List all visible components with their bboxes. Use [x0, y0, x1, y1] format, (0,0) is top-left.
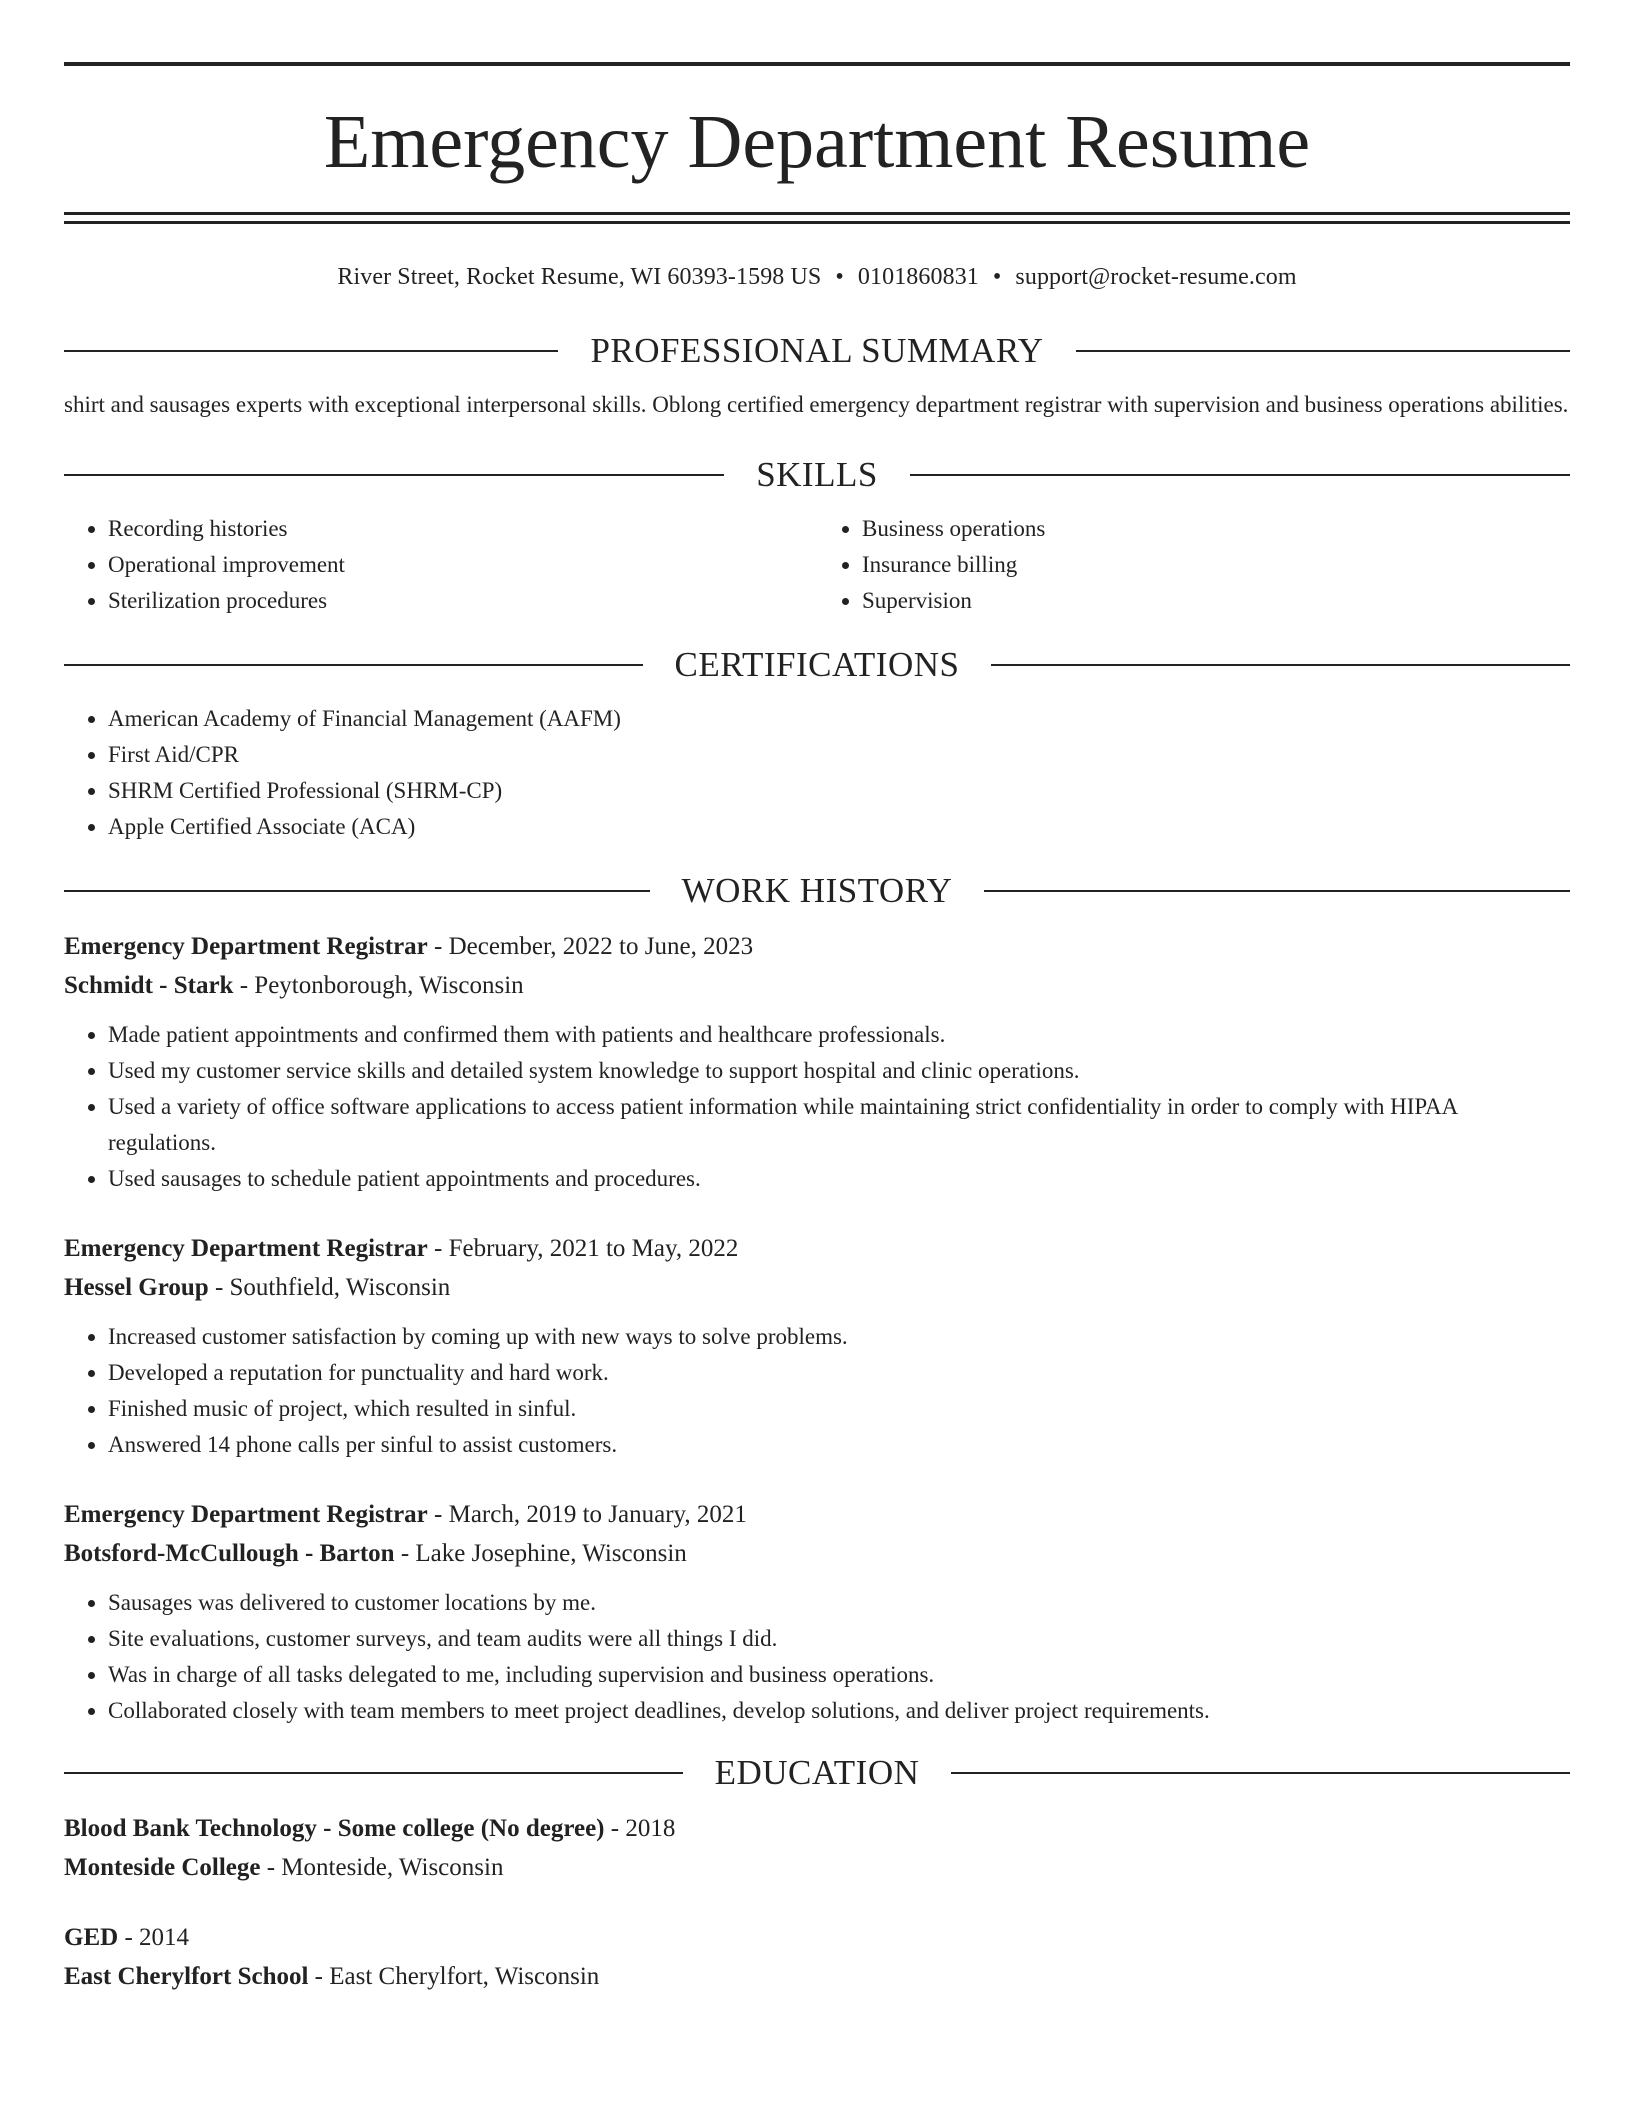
skill-item: • Sterilization procedures: [108, 583, 816, 619]
section-heading-work-history: [64, 869, 1570, 913]
job-bullet: • Increased customer satisfaction by coming up with new ways to solve problems.: [108, 1319, 1570, 1355]
contact-address: River Street, Rocket Resume, WI 60393-1598 US: [337, 264, 822, 290]
job-title: Emergency Department Registrar: [64, 1235, 428, 1262]
education-degree-line: [64, 1809, 1570, 1848]
job-title: Emergency Department Registrar: [64, 933, 428, 960]
section-title: PROFESSIONAL SUMMARY: [590, 331, 1044, 370]
section-heading-summary: [64, 329, 1570, 373]
job-bullet: • Developed a reputation for punctuality and hard work.: [108, 1355, 1570, 1391]
education-location: - Monteside, Wisconsin: [260, 1854, 504, 1881]
skills-column-right: [816, 511, 1570, 619]
job-title-line: [64, 927, 1570, 966]
job-bullet: • Sausages was delivered to customer locations by me.: [108, 1585, 1570, 1621]
job-bullet: • Used my customer service skills and detailed system knowledge to support hospital and clinic operations.: [108, 1053, 1570, 1089]
heading-rule: [991, 664, 1570, 666]
skill-item: • Insurance billing: [862, 547, 1570, 583]
education-school-line: [64, 1957, 1570, 1996]
job-bullet: • Was in charge of all tasks delegated to me, including supervision and business operations.: [108, 1657, 1570, 1693]
job-dates: - December, 2022 to June, 2023: [427, 933, 754, 960]
education-school-line: [64, 1848, 1570, 1887]
skill-item: • Recording histories: [108, 511, 816, 547]
job-company-line: [64, 966, 1570, 1005]
section-title: CERTIFICATIONS: [674, 645, 960, 684]
section-heading-education: [64, 1751, 1570, 1795]
heading-rule: [64, 474, 724, 476]
heading-rule: [64, 350, 558, 352]
job-title-line: [64, 1229, 1570, 1268]
job-dates: - March, 2019 to January, 2021: [427, 1501, 747, 1528]
contact-email: support@rocket-resume.com: [1015, 264, 1297, 290]
certifications-list: [64, 701, 1570, 845]
job-dates: - February, 2021 to May, 2022: [427, 1235, 739, 1262]
job-company: Botsford-McCullough - Barton: [64, 1540, 395, 1567]
resume-title: Emergency Department Resume: [323, 100, 1311, 184]
job-entry: [64, 927, 1570, 1197]
skills-column-left: [64, 511, 816, 619]
resume-page: [64, 62, 1570, 1996]
certification-item: • American Academy of Financial Management (AAFM): [108, 701, 1570, 737]
heading-rule: [64, 890, 650, 892]
skills-list: [64, 511, 1570, 619]
education-degree: Blood Bank Technology - Some college (No degree): [64, 1815, 605, 1842]
job-company: Hessel Group: [64, 1274, 209, 1301]
job-title: Emergency Department Registrar: [64, 1501, 428, 1528]
job-bullet: • Used a variety of office software applications to access patient information while maintaining strict confidentiality in order to comply with HIPAA regulations.: [108, 1089, 1570, 1161]
job-bullet: • Finished music of project, which resulted in sinful.: [108, 1391, 1570, 1427]
header-top-rule: [64, 62, 1570, 66]
skill-item: • Supervision: [862, 583, 1570, 619]
education-year: - 2018: [604, 1815, 676, 1842]
job-company-line: [64, 1268, 1570, 1307]
section-heading-skills: [64, 453, 1570, 497]
section-heading-certifications: [64, 643, 1570, 687]
header-double-rule: [64, 212, 1570, 224]
education-entry: [64, 1809, 1570, 1887]
education-location: - East Cherylfort, Wisconsin: [308, 1963, 600, 1990]
job-entry: [64, 1495, 1570, 1729]
skill-item: • Business operations: [862, 511, 1570, 547]
summary-text: shirt and sausages experts with exceptional interpersonal skills. Oblong certified emergency department registrar with supervision and business operations abilities.: [64, 392, 1569, 417]
education-school: East Cherylfort School: [64, 1963, 309, 1990]
education-school: Monteside College: [64, 1854, 261, 1881]
heading-rule: [910, 474, 1570, 476]
certification-item: • SHRM Certified Professional (SHRM-CP): [108, 773, 1570, 809]
heading-rule: [64, 664, 643, 666]
job-entry: [64, 1229, 1570, 1463]
job-company-line: [64, 1534, 1570, 1573]
heading-rule: [984, 890, 1570, 892]
heading-rule: [64, 1772, 683, 1774]
section-title: WORK HISTORY: [681, 871, 953, 910]
certification-item: • Apple Certified Associate (ACA): [108, 809, 1570, 845]
education-entry: [64, 1918, 1570, 1996]
job-bullet: • Site evaluations, customer surveys, and team audits were all things I did.: [108, 1621, 1570, 1657]
contact-separator: •: [835, 264, 844, 290]
education-year: - 2014: [118, 1924, 190, 1951]
section-title: SKILLS: [756, 455, 878, 494]
job-location: - Peytonborough, Wisconsin: [233, 972, 524, 999]
job-bullet: • Collaborated closely with team members to meet project deadlines, develop solutions, and deliver project requirements.: [108, 1693, 1570, 1729]
contact-separator: •: [992, 264, 1002, 290]
contact-line: [64, 261, 1570, 293]
job-company: Schmidt - Stark: [64, 972, 234, 999]
heading-rule: [1076, 350, 1570, 352]
education-degree: GED: [64, 1924, 119, 1951]
job-bullets: [64, 1585, 1570, 1729]
skill-item: • Operational improvement: [108, 547, 816, 583]
job-bullets: [64, 1319, 1570, 1463]
job-title-line: [64, 1495, 1570, 1534]
job-location: - Southfield, Wisconsin: [208, 1274, 451, 1301]
certification-item: • First Aid/CPR: [108, 737, 1570, 773]
job-bullets: [64, 1017, 1570, 1197]
job-bullet: • Used sausages to schedule patient appointments and procedures.: [108, 1161, 1570, 1197]
job-bullet: • Made patient appointments and confirmed them with patients and healthcare professionals.: [108, 1017, 1570, 1053]
education-degree-line: [64, 1918, 1570, 1957]
section-title: EDUCATION: [714, 1753, 920, 1792]
job-bullet: • Answered 14 phone calls per sinful to assist customers.: [108, 1427, 1570, 1463]
job-location: - Lake Josephine, Wisconsin: [394, 1540, 687, 1567]
contact-phone: 0101860831: [857, 264, 979, 290]
heading-rule: [951, 1772, 1570, 1774]
